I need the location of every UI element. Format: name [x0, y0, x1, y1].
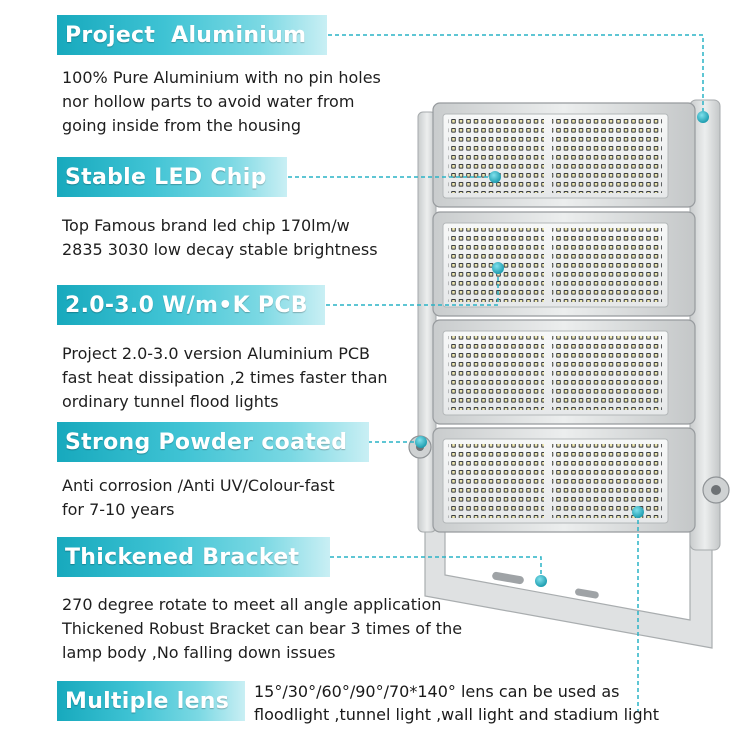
led-module-1	[433, 103, 695, 207]
feature-title: Thickened Bracket	[65, 544, 300, 570]
feature-title: Multiple lens	[65, 688, 230, 714]
feature-title: Strong Powder coated	[65, 429, 348, 455]
feature-badge-pcb	[57, 285, 325, 325]
feature-badge-powder-coated	[57, 422, 369, 462]
led-module-4	[433, 428, 695, 532]
feature-desc-bracket: 270 degree rotate to meet all angle application Thickened Robust Bracket can bear 3 times of the lamp body ,No falling down issues	[62, 595, 463, 662]
feature-desc-lens: 15°/30°/60°/90°/70*140° lens can be used as floodlight ,tunnel light ,wall light and stadium light	[254, 682, 660, 724]
feature-badge-bracket	[57, 537, 330, 577]
led-module-3	[433, 320, 695, 424]
led-module-2	[433, 212, 695, 316]
feature-title: Project Aluminium	[65, 22, 307, 48]
feature-title: Stable LED Chip	[65, 164, 267, 190]
feature-desc-led-chip: Top Famous brand led chip 170lm/w 2835 3030 low decay stable brightness	[62, 216, 378, 259]
feature-desc-powder-coated: Anti corrosion /Anti UV/Colour-fast for 7-10 years	[62, 476, 335, 519]
feature-badge-lens	[57, 681, 245, 721]
feature-badge-led-chip	[57, 157, 287, 197]
feature-badge-aluminium	[57, 15, 327, 55]
feature-title: 2.0-3.0 W/m•K PCB	[65, 292, 308, 318]
feature-desc-aluminium: 100% Pure Aluminium with no pin holes nor hollow parts to avoid water from going inside from the housing	[62, 68, 381, 135]
feature-desc-pcb: Project 2.0-3.0 version Aluminium PCB fast heat dissipation ,2 times faster than ordinary tunnel flood lights	[62, 344, 388, 411]
